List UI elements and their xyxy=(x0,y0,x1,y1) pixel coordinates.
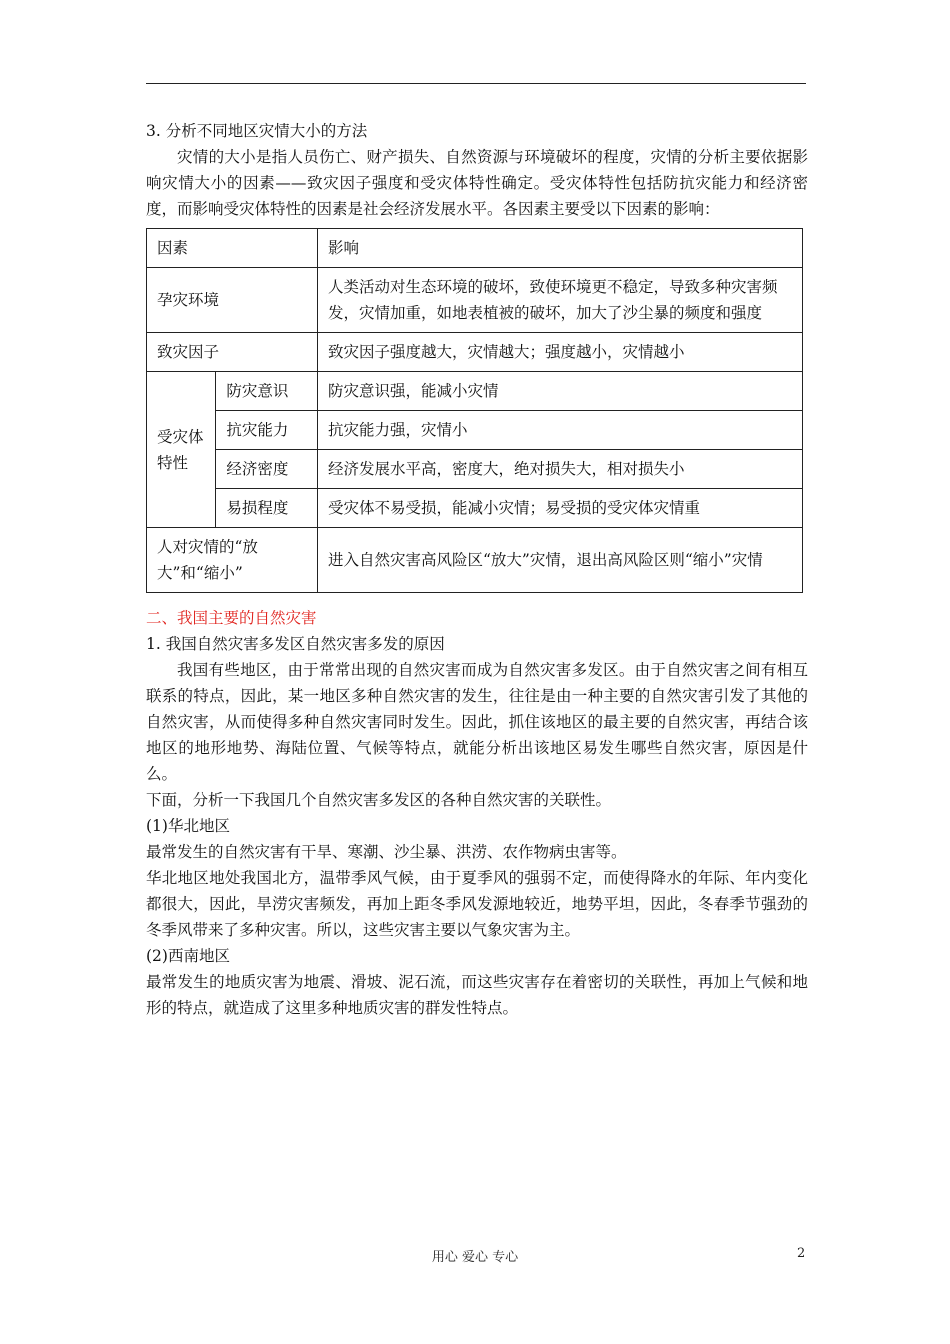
table-cell-effect: 进入自然灾害高风险区“放大”灾情，退出高风险区则“缩小”灾情 xyxy=(318,528,803,593)
subsection-1-heading: 1. 我国自然灾害多发区自然灾害多发的原因 xyxy=(146,635,445,653)
table-header-factor: 因素 xyxy=(147,229,318,268)
section-3-heading: 3. 分析不同地区灾情大小的方法 xyxy=(146,122,368,140)
section-3-paragraph: 灾情的大小是指人员伤亡、财产损失、自然资源与环境破坏的程度，灾情的分析主要依据影响灾情大小的因素——致灾因子强度和受灾体特性确定。受灾体特性包括防抗灾能力和经济密度，而影响受灾体特性的因素是社会经济发展水平。各因素主要受以下因素的影响： xyxy=(146,148,808,218)
table-row xyxy=(147,372,803,411)
table-subfactor: 抗灾能力 xyxy=(216,411,318,450)
table-cell-effect: 人类活动对生态环境的破坏，致使环境更不稳定，导致多种灾害频发，灾情加重，如地表植被的破坏，加大了沙尘暴的频度和强度 xyxy=(318,268,803,333)
table-header-row xyxy=(147,229,803,268)
document-body xyxy=(146,118,808,1021)
table-subfactor: 经济密度 xyxy=(216,450,318,489)
page-number: 2 xyxy=(797,1246,806,1261)
table-subfactor: 易损程度 xyxy=(216,489,318,528)
table-header-effect: 影响 xyxy=(318,229,803,268)
north-china-heading: (1)华北地区 xyxy=(146,817,230,835)
table-row xyxy=(147,528,803,593)
table-row xyxy=(147,268,803,333)
table-cell-factor: 人对灾情的“放大”和“缩小” xyxy=(147,528,318,593)
table-cell-effect: 致灾因子强度越大，灾情越大；强度越小，灾情越小 xyxy=(318,333,803,372)
section-two-title: 二、我国主要的自然灾害 xyxy=(146,609,317,627)
table-cell-effect: 经济发展水平高，密度大，绝对损失大，相对损失小 xyxy=(318,450,803,489)
table-cell-factor: 孕灾环境 xyxy=(147,268,318,333)
north-china-explanation: 华北地区地处我国北方，温带季风气候，由于夏季风的强弱不定，而使得降水的年际、年内变化都很大，因此，旱涝灾害频发，再加上距冬季风发源地较近，地势平坦，因此，冬春季节强劲的冬季风带来了多种灾害。所以，这些灾害主要以气象灾害为主。 xyxy=(146,869,808,939)
table-row xyxy=(147,450,803,489)
table-subfactor: 防灾意识 xyxy=(216,372,318,411)
table-cell-effect: 防灾意识强，能减小灾情 xyxy=(318,372,803,411)
header-rule xyxy=(146,83,806,84)
factors-table xyxy=(146,228,803,593)
southwest-heading: (2)西南地区 xyxy=(146,947,230,965)
north-china-disasters: 最常发生的自然灾害有干旱、寒潮、沙尘暴、洪涝、农作物病虫害等。 xyxy=(146,843,627,861)
table-cell-effect: 受灾体不易受损，能减小灾情；易受损的受灾体灾情重 xyxy=(318,489,803,528)
table-row xyxy=(147,333,803,372)
intro-line: 下面，分析一下我国几个自然灾害多发区的各种自然灾害的关联性。 xyxy=(146,791,612,809)
southwest-explanation: 最常发生的地质灾害为地震、滑坡、泥石流，而这些灾害存在着密切的关联性，再加上气候和地形的特点，就造成了这里多种地质灾害的群发性特点。 xyxy=(146,973,808,1017)
subsection-1-paragraph: 我国有些地区，由于常常出现的自然灾害而成为自然灾害多发区。由于自然灾害之间有相互联系的特点，因此，某一地区多种自然灾害的发生，往往是由一种主要的自然灾害引发了其他的自然灾害，从而使得多种自然灾害同时发生。因此，抓住该地区的最主要的自然灾害，再结合该地区的地形地势、海陆位置、气候等特点，就能分析出该地区易发生哪些自然灾害，原因是什么。 xyxy=(146,661,808,783)
table-row xyxy=(147,489,803,528)
table-row xyxy=(147,411,803,450)
table-cell-factor: 致灾因子 xyxy=(147,333,318,372)
table-group-label: 受灾体特性 xyxy=(147,372,216,528)
table-cell-effect: 抗灾能力强，灾情小 xyxy=(318,411,803,450)
footer-motto: 用心 爱心 专心 xyxy=(431,1250,519,1265)
